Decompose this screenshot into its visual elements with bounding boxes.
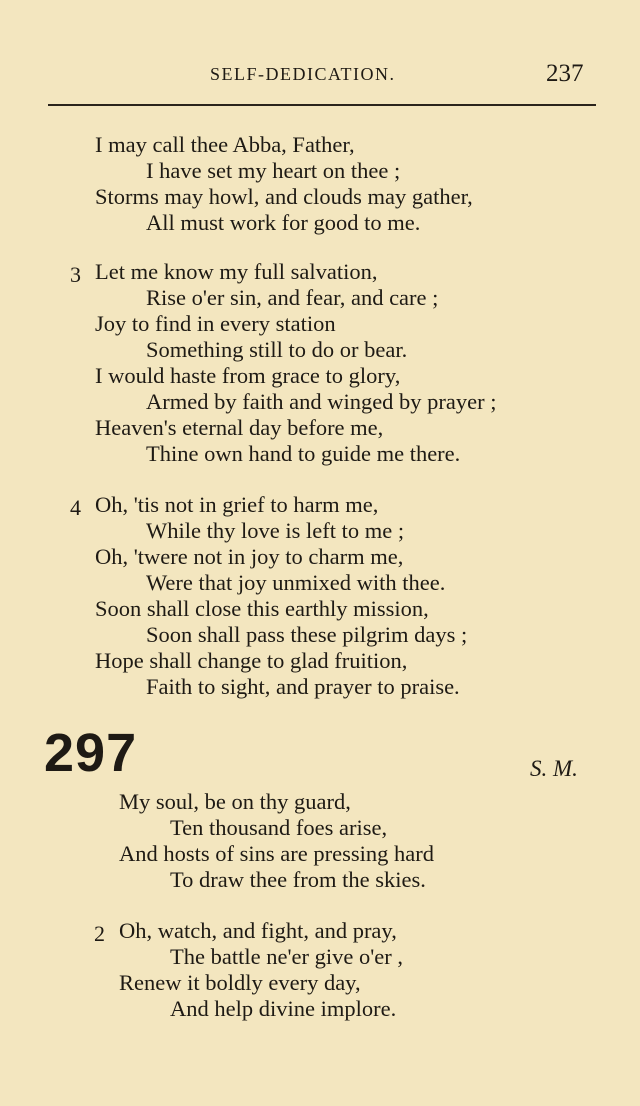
- verse-line: Soon shall close this earthly mission,: [95, 596, 429, 621]
- verse-line: Rise o'er sin, and fear, and care ;: [146, 285, 439, 310]
- running-header-title: SELF-DEDICATION.: [210, 64, 396, 84]
- verse-line: Let me know my full salvation,: [95, 259, 378, 284]
- verse-line: And help divine implore.: [170, 996, 397, 1021]
- hymn-meter: S. M.: [530, 756, 578, 781]
- verse-line: Storms may howl, and clouds may gather,: [95, 184, 473, 209]
- verse-line: Were that joy unmixed with thee.: [146, 570, 446, 595]
- verse-line: I may call thee Abba, Father,: [95, 132, 355, 157]
- verse-line: Hope shall change to glad fruition,: [95, 648, 408, 673]
- hymn-number: 297: [44, 723, 138, 783]
- page-number: 237: [546, 60, 584, 87]
- verse-line: Oh, 'tis not in grief to harm me,: [95, 492, 379, 517]
- stanza-number: 2: [94, 921, 105, 946]
- verse-line: Armed by faith and winged by prayer ;: [146, 389, 497, 414]
- verse-line: To draw thee from the skies.: [170, 867, 426, 892]
- verse-line: Ten thousand foes arise,: [170, 815, 388, 840]
- stanza-number: 4: [70, 495, 81, 520]
- verse-line: Oh, watch, and fight, and pray,: [119, 918, 397, 943]
- verse-line: Something still to do or bear.: [146, 337, 408, 362]
- verse-line: I would haste from grace to glory,: [95, 363, 401, 388]
- verse-line: The battle ne'er give o'er ,: [170, 944, 403, 969]
- verse-line: While thy love is left to me ;: [146, 518, 405, 543]
- verse-line: Soon shall pass these pilgrim days ;: [146, 622, 468, 647]
- verse-line: Renew it boldly every day,: [119, 970, 361, 995]
- verse-line: Oh, 'twere not in joy to charm me,: [95, 544, 404, 569]
- verse-line: Thine own hand to guide me there.: [146, 441, 461, 466]
- verse-line: All must work for good to me.: [146, 210, 421, 235]
- verse-line: Faith to sight, and prayer to praise.: [146, 674, 460, 699]
- verse-line: My soul, be on thy guard,: [119, 789, 351, 814]
- stanza-number: 3: [70, 262, 81, 287]
- verse-line: Heaven's eternal day before me,: [95, 415, 384, 440]
- header-rule: [48, 104, 596, 106]
- verse-line: And hosts of sins are pressing hard: [119, 841, 434, 866]
- verse-line: Joy to find in every station: [95, 311, 336, 336]
- verse-line: I have set my heart on thee ;: [146, 158, 401, 183]
